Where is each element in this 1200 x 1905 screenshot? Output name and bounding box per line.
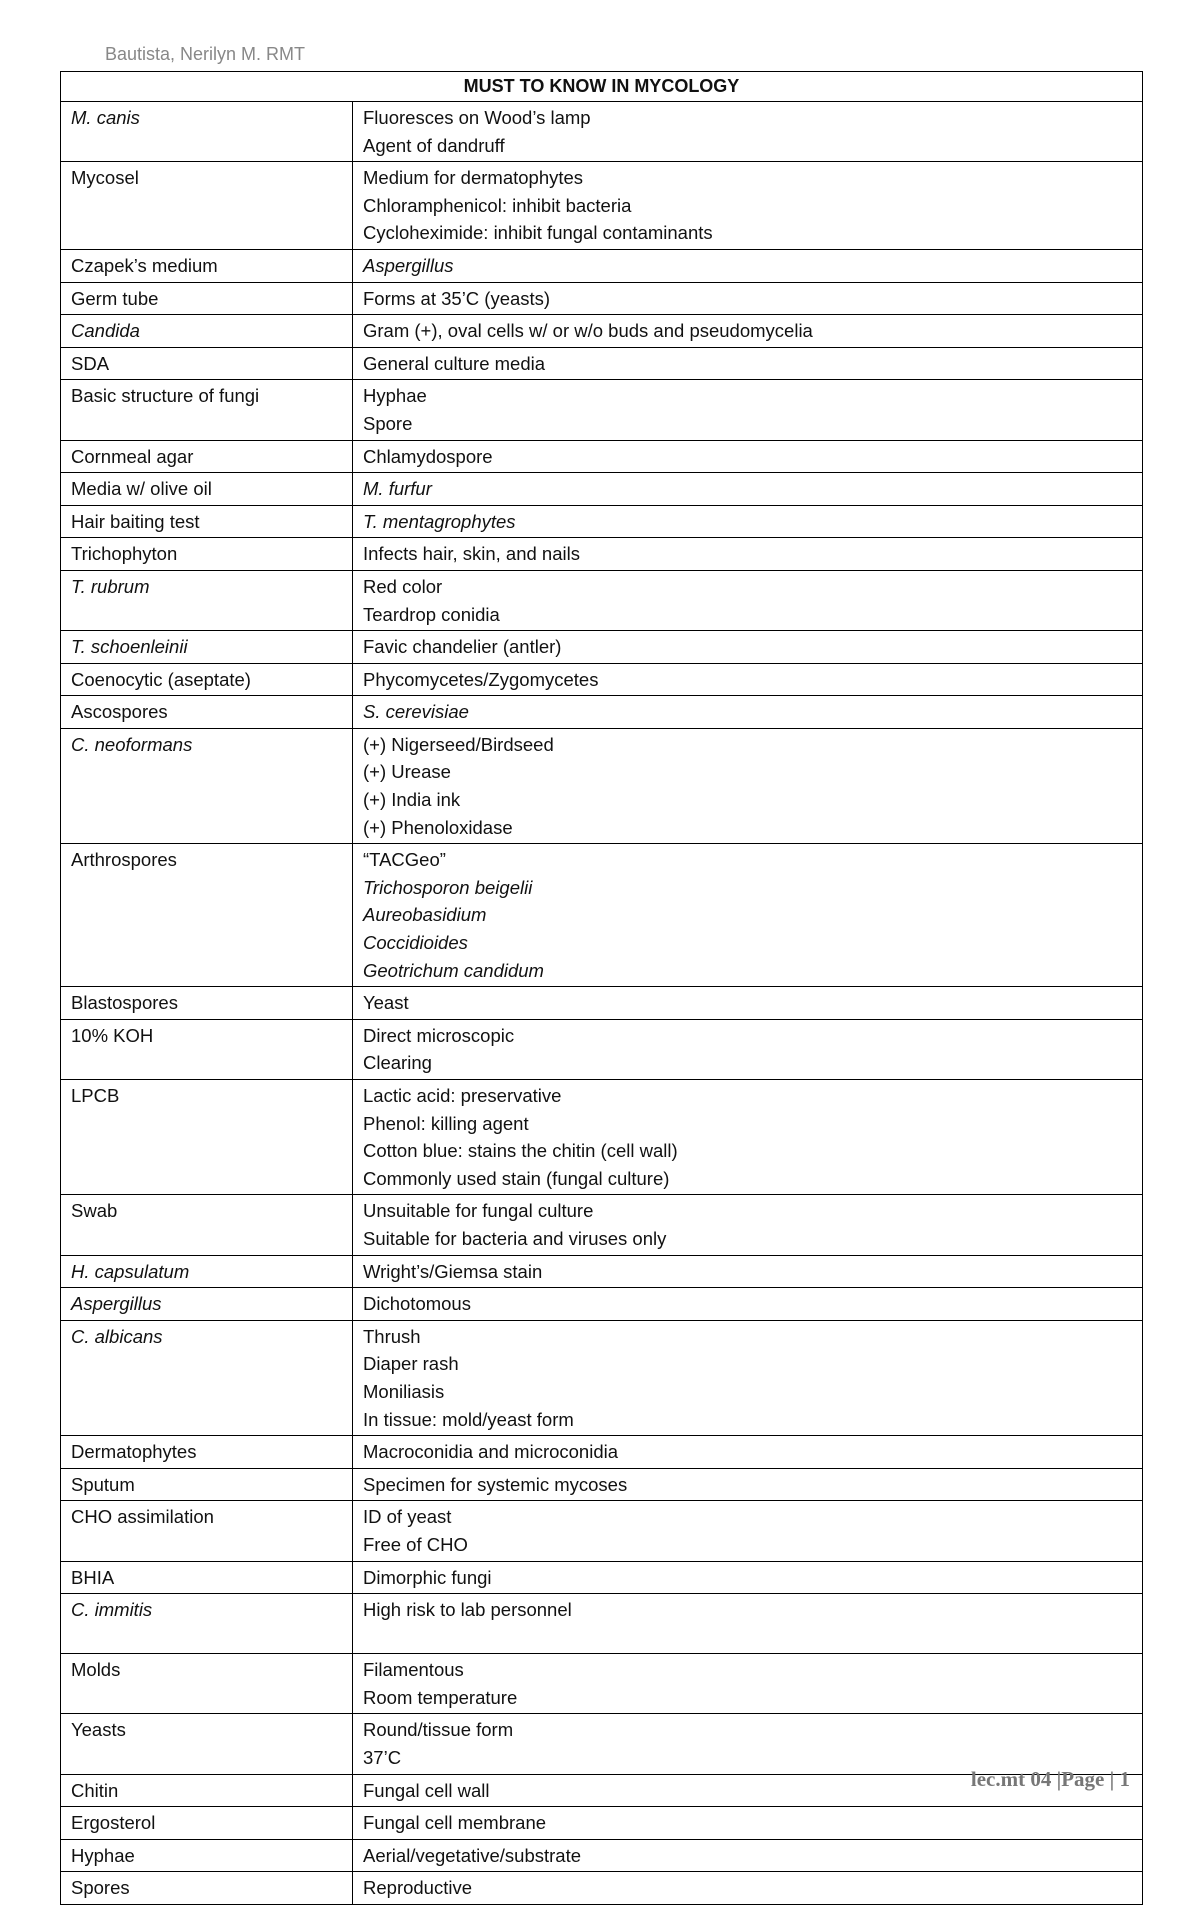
description-cell — [353, 162, 1143, 250]
description-line — [363, 1624, 1142, 1652]
description-line: Suitable for bacteria and viruses only — [363, 1227, 667, 1249]
description-cell — [353, 987, 1143, 1020]
term-cell — [61, 1019, 353, 1079]
term-cell — [61, 102, 353, 162]
table-row — [61, 1195, 1143, 1255]
description-line: Reproductive — [363, 1877, 473, 1899]
description-line: Chlamydospore — [363, 445, 493, 467]
description-cell — [353, 1872, 1143, 1905]
term-text: Hair baiting test — [71, 510, 200, 532]
author-header: Bautista, Nerilyn M. RMT — [105, 44, 306, 64]
description-line: (+) India ink — [363, 789, 461, 811]
term-text: Swab — [71, 1200, 118, 1222]
term-cell — [61, 1320, 353, 1435]
term-text: CHO assimilation — [71, 1506, 214, 1528]
table-row — [61, 1080, 1143, 1195]
description-line: Cotton blue: stains the chitin (cell wall) — [363, 1140, 678, 1162]
table-row — [61, 1807, 1143, 1840]
description-line: 37’C — [363, 1747, 402, 1769]
description-cell — [353, 1019, 1143, 1079]
table-row — [61, 844, 1143, 987]
description-line: Coccidioides — [363, 932, 468, 954]
description-line: Spore — [363, 412, 413, 434]
term-text: Dermatophytes — [71, 1441, 197, 1463]
term-text: C. albicans — [71, 1325, 163, 1347]
description-line: Wright’s/Giemsa stain — [363, 1260, 543, 1282]
description-cell — [353, 1255, 1143, 1288]
description-line: Cycloheximide: inhibit fungal contaminants — [363, 222, 713, 244]
term-cell — [61, 1594, 353, 1654]
description-line: In tissue: mold/yeast form — [363, 1408, 574, 1430]
table-row — [61, 1255, 1143, 1288]
description-line: Phenol: killing agent — [363, 1112, 529, 1134]
term-cell — [61, 505, 353, 538]
description-cell — [353, 249, 1143, 282]
term-text: C. immitis — [71, 1599, 153, 1621]
term-cell — [61, 1807, 353, 1840]
table-row — [61, 538, 1143, 571]
description-line: Fungal cell wall — [363, 1779, 490, 1801]
description-line: Agent of dandruff — [363, 134, 505, 156]
term-cell — [61, 282, 353, 315]
description-line: Gram (+), oval cells w/ or w/o buds and pseudomycelia — [363, 320, 813, 342]
description-line: (+) Nigerseed/Birdseed — [363, 733, 554, 755]
term-text: Ascospores — [71, 701, 168, 723]
term-text: Spores — [71, 1877, 130, 1899]
term-cell — [61, 844, 353, 987]
description-line: Infects hair, skin, and nails — [363, 543, 580, 565]
term-cell — [61, 1288, 353, 1321]
term-cell — [61, 663, 353, 696]
term-text: Blastospores — [71, 992, 178, 1014]
term-cell — [61, 380, 353, 440]
term-cell — [61, 631, 353, 664]
table-row — [61, 1714, 1143, 1774]
term-cell — [61, 315, 353, 348]
description-line: Phycomycetes/Zygomycetes — [363, 668, 599, 690]
term-text: BHIA — [71, 1566, 115, 1588]
term-cell — [61, 1468, 353, 1501]
description-cell — [353, 440, 1143, 473]
term-cell — [61, 696, 353, 729]
table-title: MUST TO KNOW IN MYCOLOGY — [61, 72, 1143, 102]
description-cell — [353, 1654, 1143, 1714]
description-cell — [353, 505, 1143, 538]
description-cell — [353, 1807, 1143, 1840]
description-cell — [353, 631, 1143, 664]
description-line: Diaper rash — [363, 1353, 459, 1375]
term-text: Chitin — [71, 1779, 119, 1801]
description-line: Trichosporon beigelii — [363, 876, 533, 898]
term-cell — [61, 1195, 353, 1255]
term-cell — [61, 1080, 353, 1195]
description-line: ID of yeast — [363, 1506, 452, 1528]
table-row — [61, 1594, 1143, 1654]
description-cell — [353, 315, 1143, 348]
table-row — [61, 1320, 1143, 1435]
table-row — [61, 1839, 1143, 1872]
term-text: SDA — [71, 352, 110, 374]
term-cell — [61, 440, 353, 473]
description-line: General culture media — [363, 352, 546, 374]
description-cell — [353, 1080, 1143, 1195]
table-row — [61, 162, 1143, 250]
term-cell — [61, 1839, 353, 1872]
description-line: Clearing — [363, 1052, 432, 1074]
term-text: Media w/ olive oil — [71, 478, 212, 500]
term-text: Sputum — [71, 1473, 135, 1495]
term-text: M. canis — [71, 107, 140, 128]
table-row — [61, 282, 1143, 315]
term-text: Cornmeal agar — [71, 445, 194, 467]
description-cell — [353, 1714, 1143, 1774]
description-cell — [353, 1195, 1143, 1255]
term-cell — [61, 162, 353, 250]
term-text: T. rubrum — [71, 575, 150, 597]
description-line: Aspergillus — [363, 254, 454, 276]
description-cell — [353, 1501, 1143, 1561]
table-row — [61, 249, 1143, 282]
description-cell — [353, 728, 1143, 843]
table-row — [61, 663, 1143, 696]
description-line: Yeast — [363, 992, 409, 1014]
table-row — [61, 102, 1143, 162]
term-text: Trichophyton — [71, 543, 178, 565]
description-line: Aerial/vegetative/substrate — [363, 1844, 582, 1866]
description-line: Medium for dermatophytes — [363, 167, 584, 189]
term-cell — [61, 473, 353, 506]
description-cell — [353, 380, 1143, 440]
term-text: Aspergillus — [71, 1293, 162, 1315]
description-line: Macroconidia and microconidia — [363, 1441, 619, 1463]
description-line: High risk to lab personnel — [363, 1599, 572, 1621]
description-cell — [353, 282, 1143, 315]
term-cell — [61, 987, 353, 1020]
term-cell — [61, 1714, 353, 1774]
description-cell — [353, 1320, 1143, 1435]
term-text: H. capsulatum — [71, 1260, 190, 1282]
term-text: 10% KOH — [71, 1024, 154, 1046]
term-cell — [61, 1774, 353, 1807]
description-line: Forms at 35’C (yeasts) — [363, 287, 551, 309]
table-row — [61, 570, 1143, 630]
term-cell — [61, 347, 353, 380]
description-line: Room temperature — [363, 1686, 518, 1708]
term-cell — [61, 1561, 353, 1594]
table-row — [61, 1561, 1143, 1594]
description-line: Unsuitable for fungal culture — [363, 1200, 594, 1222]
term-text: Yeasts — [71, 1719, 126, 1741]
term-text: Germ tube — [71, 287, 159, 309]
description-line: S. cerevisiae — [363, 701, 469, 723]
description-line: Dimorphic fungi — [363, 1566, 492, 1588]
table-row — [61, 987, 1143, 1020]
description-cell — [353, 844, 1143, 987]
description-line: Round/tissue form — [363, 1719, 514, 1741]
description-cell — [353, 1288, 1143, 1321]
description-cell — [353, 570, 1143, 630]
term-text: Mycosel — [71, 167, 139, 189]
term-text: T. schoenleinii — [71, 636, 188, 658]
mycology-table — [60, 71, 1143, 1905]
table-row — [61, 1288, 1143, 1321]
table-row — [61, 1501, 1143, 1561]
table-row — [61, 1019, 1143, 1079]
description-line: “TACGeo” — [363, 849, 446, 871]
term-text: Arthrospores — [71, 849, 177, 871]
description-line: T. mentagrophytes — [363, 510, 516, 532]
term-text: Czapek’s medium — [71, 254, 218, 276]
description-line: Teardrop conidia — [363, 603, 500, 625]
table-row — [61, 315, 1143, 348]
term-cell — [61, 728, 353, 843]
description-line: Filamentous — [363, 1659, 464, 1681]
term-text: Ergosterol — [71, 1812, 156, 1834]
term-cell — [61, 1654, 353, 1714]
term-text: Candida — [71, 320, 140, 342]
term-text: Hyphae — [71, 1844, 135, 1866]
table-row — [61, 631, 1143, 664]
description-line: Chloramphenicol: inhibit bacteria — [363, 194, 632, 216]
description-line: Dichotomous — [363, 1293, 471, 1315]
description-line: M. furfur — [363, 478, 432, 500]
table-row — [61, 473, 1143, 506]
description-cell — [353, 538, 1143, 571]
description-cell — [353, 347, 1143, 380]
description-cell — [353, 1594, 1143, 1654]
table-row — [61, 1436, 1143, 1469]
table-row — [61, 1654, 1143, 1714]
description-cell — [353, 696, 1143, 729]
description-line: Fluoresces on Wood’s lamp — [363, 107, 591, 128]
description-line: (+) Urease — [363, 761, 451, 783]
table-body — [61, 102, 1143, 1905]
description-cell — [353, 1839, 1143, 1872]
term-text: Basic structure of fungi — [71, 385, 260, 407]
description-line: Specimen for systemic mycoses — [363, 1473, 628, 1495]
description-line: Lactic acid: preservative — [363, 1085, 562, 1106]
description-line: Moniliasis — [363, 1380, 445, 1402]
table-row — [61, 696, 1143, 729]
description-cell — [353, 1436, 1143, 1469]
description-cell — [353, 1468, 1143, 1501]
term-cell — [61, 1255, 353, 1288]
description-line: Aureobasidium — [363, 904, 487, 926]
description-line: Thrush — [363, 1325, 421, 1347]
table-row — [61, 1468, 1143, 1501]
description-line: Geotrichum candidum — [363, 959, 544, 981]
page-footer: lec.mt 04 |Page | 1 — [970, 1767, 1130, 1791]
description-cell — [353, 473, 1143, 506]
description-line: Favic chandelier (antler) — [363, 636, 562, 658]
description-line: Free of CHO — [363, 1533, 468, 1555]
term-cell — [61, 1872, 353, 1905]
term-cell — [61, 570, 353, 630]
description-cell — [353, 102, 1143, 162]
table-row — [61, 440, 1143, 473]
description-line: Direct microscopic — [363, 1024, 515, 1046]
term-text: Molds — [71, 1659, 121, 1681]
description-line: Commonly used stain (fungal culture) — [363, 1167, 670, 1189]
term-cell — [61, 1436, 353, 1469]
term-text: C. neoformans — [71, 733, 193, 755]
description-line: (+) Phenoloxidase — [363, 816, 513, 838]
description-line: Red color — [363, 575, 443, 597]
term-cell — [61, 1501, 353, 1561]
description-line: Hyphae — [363, 385, 427, 407]
table-row — [61, 728, 1143, 843]
description-line: Fungal cell membrane — [363, 1812, 547, 1834]
term-text: Coenocytic (aseptate) — [71, 668, 251, 690]
description-cell — [353, 1561, 1143, 1594]
term-cell — [61, 538, 353, 571]
description-cell — [353, 663, 1143, 696]
table-row — [61, 505, 1143, 538]
term-cell — [61, 249, 353, 282]
term-text: LPCB — [71, 1085, 120, 1106]
table-row — [61, 347, 1143, 380]
table-row — [61, 380, 1143, 440]
table-row — [61, 1872, 1143, 1905]
